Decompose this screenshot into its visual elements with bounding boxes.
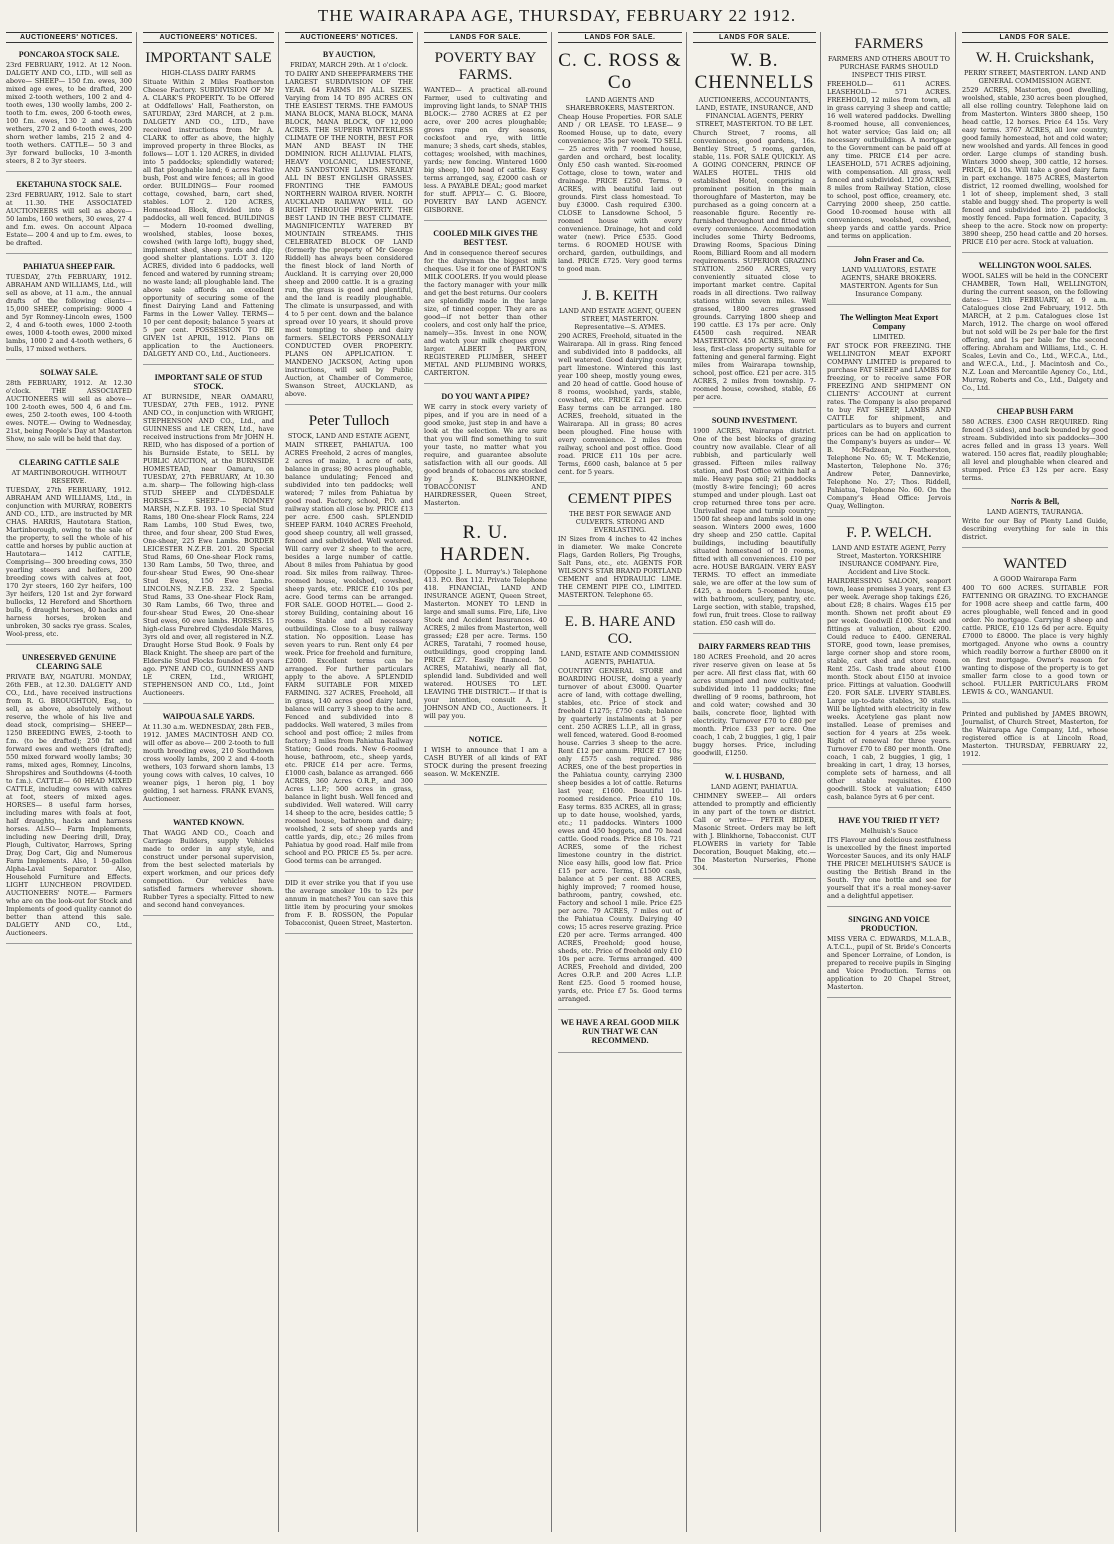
ad-title: SOLWAY SALE. <box>40 368 98 377</box>
ad-title: W. I. HUSBAND, <box>724 772 785 781</box>
ad-body: Write for our Bay of Plenty Land Guide, describing everything for sale in this district. <box>962 517 1108 541</box>
ad-subtitle: Melhuish's Sauce <box>860 827 918 835</box>
advertisement <box>558 610 682 1010</box>
ad-title: DAIRY FARMERS READ THIS <box>698 642 811 651</box>
advertisement <box>962 46 1108 253</box>
ad-body: Printed and published by JAMES BROWN, Journalist, of Church Street, Masterton, for the Wairarapa Age Company, Ltd., whose registered office is at Lincoln Road, Masterton. THURSDAY, FEBRUARY 22, 1912. <box>962 710 1108 758</box>
ad-body: 1900 ACRES, Wairarapa district. One of the best blocks of grazing country now available. Clear of all rubbish, and particularly well grassed. Fifteen miles railway station, and Post Office within half a mile. Heavy papa soil; 21 paddocks (mostly 8-wire fencing); 60 acres stumped and under plough. Last oat crop returned three tons per acre. Unrivalled rape and turnip country; 1500 fat sheep and lambs sold in one season. Winters 2000 ewes, 1600 dry sheep and 250 cattle. Capital buildings, including beautifully situated homestead of 10 rooms, fitted with all conveniences. £10 per acre. HOUSE BARGAIN. VERY EASY TERMS. TO effect an immediate sale, we are offer at the low sum of £425, a modern 5-roomed house, with bathroom, scullery, pantry, etc. Large section, with stable, trapshed, fowl run, fruit trees. Close to railway station. £50 cash will do. <box>693 427 816 627</box>
ad-body: 28th FEBRUARY, 1912. At 12.30 o'clock. THE ASSOCIATED AUCTIONEERS will sell as above— 100 2-tooth ewes, 500 4, 6 and f.m. ewes, 250 2-tooth ewes, 100 4-tooth ewes. NOTE.— Owing to Wednesday, 21st, being People's Day at Masterton Show, no sale will be held that day. <box>6 379 132 443</box>
ad-body: 400 TO 600 ACRES. SUITABLE FOR FATTENING OR GRAZING. TO EXCHANGE for 1908 acre sheep and cattle farm, 400 acres ploughable, well fenced and in good order. No mortgage. Carrying 8 sheep and cattle. PRICE, £10 12s 6d per acre. Equity £7000 to £8000. The place is very highly mortgaged. Anyone who owns a country which readily borrow a further £8000 on it on first mortgage. Owner's reason for wanting to dispose of the property is to get smaller farm close to a good town or school. FULLER PARTICULARS FROM LEWIS & CO., WANGANUI. <box>962 584 1108 696</box>
ad-title: E. B. HARE AND CO. <box>564 614 676 647</box>
c1-header: AUCTIONEERS' NOTICES. <box>6 32 132 43</box>
ad-title: CLEARING CATTLE SALE <box>18 458 120 467</box>
advertisement <box>285 46 413 405</box>
advertisement <box>693 768 816 879</box>
ad-subtitle: FRIDAY, MARCH 29th. At 1 o'clock. <box>290 61 408 69</box>
ad-body: WANTED— A practical all-round Farmer, used to cultivating and improving light lands, to SNAP THIS BLOCK:— 2780 ACRES at £2 per acre, over 200 acres ploughable; grows rape on dry seasons, cocksfoot and rye, with little manure; 3 sheds, cart sheds, stables, cottages; woolshed, with machines, yards; new fencing. Wintered 1600 big sheep, 100 head of cattle. Easy terms arranged, say, £2000 cash or less. A PAYABLE DEAL; good market for stuff. APPLY— C. G. Bloore, POVERTY BAY LAND AGENCY. GISBORNE. <box>424 86 547 214</box>
ad-title: BY AUCTION, <box>322 50 376 59</box>
ad-title: J. B. KEITH <box>582 288 658 304</box>
ad-title: PONCAROA STOCK SALE. <box>18 50 120 59</box>
advertisement <box>6 46 132 172</box>
ad-title: HAVE YOU TRIED IT YET? <box>838 816 940 825</box>
ad-title: John Fraser and Co. <box>853 255 925 264</box>
ad-subtitle: LAND AGENTS, TAURANGA. <box>986 508 1084 516</box>
ad-title: The Wellington Meat Export Company <box>839 313 939 331</box>
advertisement <box>962 403 1108 489</box>
ad-title: W. B. CHENNELLS <box>694 50 815 93</box>
advertisement <box>424 225 547 384</box>
ad-body: CHIMNEY SWEEP.— All orders attended to promptly and efficiently in any part of the town or district. Call or write— PETER BIDER, Masonic Street. Orders may be left with J. Blinkhorne, Tobacconist. CUT FLOWERS in variety for Table Decoration, Bouquet Making, etc.— The Masterton Nurseries, Phone 304. <box>693 792 816 872</box>
column-7 <box>823 32 956 1532</box>
advertisement <box>558 1014 682 1053</box>
masthead-title: THE WAIRARAPA AGE, THURSDAY, FEBRUARY 22 1912. <box>317 6 797 25</box>
ad-body: TUESDAY, 27th FEBRUARY, 1912. ABRAHAM AND WILLIAMS, Ltd., in conjunction with MURRAY, ROBERTS AND CO., LTD., are instructed by MR CHAS. HARRIS, Hautotara Station, Martinborough, owing to the sale of the property, to sell the whole of his cattle and horses by public auction at Hautotara— 1412 CATTLE, Comprising— 300 breeding cows, 350 yearling steers and heifers, 200 breeding cows with calves at foot, 170 2yr steers, 160 2yr heifers, 100 3yr heifers, 120 1st and 2yr forward bullocks, 12 Hereford and Shorthorn bulls, 6 draught horses, 40 hacks and harness horses, broken and unbroken, 30 sacks rye grass. Scales, Wool-press, etc. <box>6 486 132 638</box>
ad-subtitle: STOCK, LAND AND ESTATE AGENT, <box>287 432 411 440</box>
advertisement <box>693 412 816 634</box>
ad-subtitle: LIMITED. <box>872 333 906 341</box>
ad-body: (Opposite J. L. Murray's.) Telephone 413. P.O. Box 112. Private Telephone 418. FINANCIAL, LAND AND INSURANCE AGENT, Queen Street, Masterton. MONEY TO LEND in large and small sums. Fire, Life, Live Stock and Accident Insurances. 40 ACRES, 2 miles from Masterton, well grassed; £28 per acre. Terms. 150 ACRES, Taratahi, 7 roomed house, outbuildings, good cropping land. PRICE £27. Easily financed. 50 ACRES, Matahiwi, nearly all flat, splendid land. Subdivided and well watered. HOUSES TO LET. LEAVING THE DISTRICT.— If that is your intention, consult A. J. JOHNSON AND CO., Auctioneers. It will pay you. <box>424 568 547 720</box>
advertisement <box>827 911 951 998</box>
advertisement <box>962 493 1108 548</box>
ad-body: Cheap House Properties. FOR SALE AND / OR LEASE. TO LEASE— 9 Roomed House, up to date, every convenience; 35s per week. TO SELL— 25 acres with 7 roomed house, garden and orchard, best locality. Only £50 cash wanted. Six-roomed Cottage, close to town, water and drainage. PRICE £250. Terms. 9 ACRES, with beautiful laid out grounds. First class homestead. To buy £3000. Cash required £300. CLOSE to Lansdowne School, 5 roomed house with every convenience. Drainage, hot and cold water (new). Price £535. Good terms. 6 ROOMED HOUSE with orchard, garden, outbuildings, and land. PRICE £725. Very good terms to good man. <box>558 113 682 273</box>
ad-title: WANTED KNOWN. <box>172 818 245 827</box>
ad-subtitle: PERRY STREET, MASTERTON. LAND AND GENERAL COMMISSION AGENT. <box>963 69 1107 85</box>
ad-subtitle: LAND, ESTATE AND COMMISSION AGENTS, PAHIATUA. <box>560 650 680 666</box>
ad-body: At 11.30 a.m. WEDNESDAY, 28th FEB., 1912. JAMES MACINTOSH AND CO. will offer as above— 200 2-tooth to full mouth breeding ewes, 210 Southdown cross woolly lambs, 200 2 and 4-tooth wethers, 103 forward shorn lambs, 13 young cows with calves, 10 calves, 10 weaner pigs, 1 heron pig, 1 boy gelding, 1 set harness. FRANK EVANS, Auctioneer. <box>143 723 274 803</box>
ad-title: EKETAHUNA STOCK SALE. <box>16 180 122 189</box>
ad-title: SOUND INVESTMENT. <box>711 416 798 425</box>
ad-subtitle: THE BEST FOR SEWAGE AND CULVERTS. STRONG AND EVERLASTING. <box>569 510 671 534</box>
column-6 <box>689 32 821 1532</box>
ad-title: NOTICE. <box>468 735 503 744</box>
ad-title: SINGING AND VOICE PRODUCTION. <box>848 915 930 933</box>
ad-title: R. U. HARDEN. <box>440 522 531 565</box>
advertisement <box>285 876 413 934</box>
ad-body: 2529 ACRES, Masterton, good dwelling, woolshed, stable, 230 acres been ploughed, all else rolling country. Telephone laid on from Masterton. Winters 3800 sheep, 150 head cattle, 12 horses. Price £4 15s. Very easy terms. 3767 ACRES, all low country, good family homestead, hot and cold water; new woolshed and yards. All fences in good order. Large clumps of standing bush. Winters 3000 sheep, 300 cattle, 12 horses. PRICE, £4 10s. Will take a good dairy farm in part exchange. 1875 ACRES, Masterton district, 12 roomed dwelling, woolshed for 1 lot of sheep, implement shed, 3 stall stable and buggy shed. The property is well fenced and subdivided into 21 paddocks, mostly fenced. Papa formation. Capacity, 3 sheep to the acre. Stock now on property: 3890 sheep, 250 head cattle and 20 horses. PRICE £10 per acre. Stock at valuation. <box>962 86 1108 246</box>
ad-title: PAHIATUA SHEEP FAIR. <box>23 262 115 271</box>
advertisement <box>693 638 816 764</box>
ad-subtitle: LAND AND ESTATE AGENT, Perry Street, Masterton. YORKSHIRE INSURANCE COMPANY. Fire, Accident and Live Stock. <box>832 544 946 576</box>
advertisement <box>143 46 274 365</box>
advertisement <box>143 708 274 810</box>
ad-title: W. H. Cruickshank, <box>975 50 1095 66</box>
column-4 <box>420 32 552 1532</box>
ad-body: MISS VERA C. EDWARDS, M.L.A.B., A.T.C.L., pupil of St. Bride's Concerts and Spencer Lorraine, of London, is prepared to receive pupils in Singing and Voice Production. Terms on application to 20 Chapel Street, Masterton. <box>827 935 951 991</box>
ad-subtitle: LAND AND ESTATE AGENT, QUEEN STREET, MASTERTON. Representative—S. AYMES. <box>558 307 682 331</box>
ad-title: F. P. WELCH. <box>846 525 932 541</box>
advertisement <box>827 812 951 907</box>
advertisement <box>6 364 132 450</box>
ad-body: 23rd FEBRUARY, 1912. Sale to start at 11.30. THE ASSOCIATED AUCTIONEERS will sell as above— 50 lambs, 160 wethers, 30 ewes, 27 4 and f.m. ewes. On account Alpaca Estate— 200 4 and up to f.m. ewes, to be drafted. <box>6 191 132 247</box>
column-8 <box>958 32 1112 1532</box>
c6-header: LANDS FOR SALE. <box>693 32 816 43</box>
advertisement <box>6 649 132 944</box>
ad-body: I WISH to announce that I am a CASH BUYER of all kinds of FAT STOCK during the present freezing season. W. McKENZIE. <box>424 746 547 778</box>
column-2 <box>139 32 279 1532</box>
ad-title: CEMENT PIPES <box>567 491 673 507</box>
advertisement <box>143 814 274 916</box>
ad-title: IMPORTANT SALE OF STUD STOCK. <box>154 373 263 391</box>
advertisement <box>558 46 682 280</box>
advertisement <box>424 731 547 785</box>
ad-body: Situate Within 2 Miles Featherston Cheese Factory. SUBDIVISION OF Mr A. CLARK'S PROPERTY. To be Offered at Oddfellows' Hall, Featherston, on SATURDAY, 23rd MARCH, at 2 p.m. DALGETY AND CO., LTD., have received instructions from Mr A. CLARK to offer as above, the highly improved property in three Blocks, as follows— LOT 1. 120 ACRES, in divided into 5 paddocks; splendidly watered; all flat ploughable land; 6 acres Native bush, Post and wire fences; all in good order. BUILDINGS— Four roomed cottage, cowshed, barn, cart shed, stables. LOT 2. 120 ACRES, Homestead Block, divided into 8 paddocks, all well fenced. BUILDINGS— Modern 10-roomed dwelling, woolshed, stables, loose boxes, cowshed (with large loft), buggy shed, implement shed, sheep yards and dip; good shelter plantations. LOT 3. 120 ACRES, divided into 6 paddocks, well fenced and watered by running stream; no waste land; all ploughable land. The above sale affords an excellent opportunity of securing some of the finest Dairying Land and Fattening Farms in the Lower Valley. TERMS— 10 per cent deposit; balance 5 years at 5 per cent. POSSESSION TO BE GIVEN 1st APRIL, 1912. Plans on application to the Auctioneers. DALGETY AND CO., Ltd., Auctioneers. <box>143 78 274 358</box>
ad-subtitle: LAND AGENTS AND SHAREBROKERS, MASTERTON. <box>565 96 675 112</box>
ad-body: AT BURNSIDE, NEAR OAMARU, TUESDAY, 27th FEB., 1912. PYNE AND CO., in conjunction with WRIGHT, STEPHENSON AND CO., Ltd., and GUINNESS and LE CREN, Ltd., have received instructions from Mr JOHN H. REID, who has disposed of a portion of his Burnside Estate, to SELL by PUBLIC AUCTION, at the BURNSIDE HOMESTEAD, near Oamaru, on TUESDAY, 27th FEBRUARY, At 10.30 a.m. sharp— The following high-class STUD SHEEP and CLYDESDALE HORSES— SHEEP— ROMNEY MARSH, N.Z.F.B. 193. 10 Special Stud Rams, 180 One-shear Flock Rams, 224 Ram Lambs, 100 Stud Ewes, two, three, and four shear, 200 Stud Ewes, One-shear, 225 Ewe Lambs. BORDER LEICESTER N.Z.F.B. 201. 20 Special Stud Rams, 60 One-shear Flock rams, 130 Ram Lambs, 50 Two, three, and four-shear Stud Ewes, 90 One-shear Stud Ewes, 150 Ewe Lambs. LINCOLNS, N.Z.F.B. 232. 2 Special Stud Rams, 33 One-shear Flock Ram, 30 Ram Lambs, 66 Two, three and four-shear Stud Ewes, 20 One-shear Stud ewes, 60 ewe lambs. HORSES. 15 high-class Purebred Clydesdale Mares, 3yrs old and over, all registered in N.Z. Draught Horse Stud Book. 9 Foals by Black Knight. The sheep are part of the Elderslie Stud Flocks founded 40 years ago. PYNE AND CO., GUINNESS AND LE CREN, Ltd., WRIGHT, STEPHENSON AND CO., Ltd., Joint Auctioneers. <box>143 393 274 697</box>
advertisement <box>962 552 1108 703</box>
advertisement <box>693 46 816 408</box>
ad-body: And in consequence thereof secures for the dairyman the biggest milk cheques. Use it for one of PARTON'S MILK COOLERS. If you would please the factory manager with your milk and get the best returns. Our coolers are splendidly made in the large size, of tinned copper. They are as good—if not better than other coolers, and cost only half the price, namely—35s. Invest in one NOW, and watch your milk cheques grow larger. ALBERT J. PARTON, REGISTERED PLUMBER, SHEET METAL AND PLUMBING WORKS, CARTERTON. <box>424 249 547 377</box>
ad-title: POVERTY BAY FARMS. <box>434 50 537 83</box>
ad-subtitle: A GOOD Wairarapa Farm <box>993 575 1077 583</box>
ad-title: C. C. ROSS & Co <box>558 50 682 93</box>
ad-title: UNRESERVED GENUINE CLEARING SALE <box>21 653 117 671</box>
advertisement <box>6 176 132 254</box>
column-5 <box>554 32 687 1532</box>
ad-body: MAIN STREET, PAHIATUA. 100 ACRES Freehold, 2 acres of mangles, 2 acres of maize, 1 acre of oats, balance in grass; 80 acres ploughable, balance undulating; Fenced and subdivided into ten paddocks; well watered; 7 miles from Pahiatua by good road. Factory, school, P.O. and railway station all close by. PRICE £13 per acre. £500 cash. SPLENDID SHEEP FARM. 1040 ACRES Freehold, good sheep country, all well grassed, fenced and subdivided. Well watered. Will carry over 2 sheep to the acre, besides a large number of cattle. About 8 miles from Pahiatua by good road. Six miles from railway. Three-roomed house, woolshed, cowshed, sheep yards, etc. PRICE £10 10s per acre. Good terms can be arranged. FOR SALE. GOOD HOTEL.— Good 2-storey Building, containing about 16 rooms. Stable and all necessary outbuildings. Close to a busy railway station. No opposition. Lease has seven years to run. Rent only £4 per week. Price for freehold and furniture, £2000. Excellent terms can be arranged. For further particulars apply to the above. A SPLENDID FARM SUITABLE FOR MIXED FARMING. 327 ACRES, Freehold, all in grass, 140 acres good dairy land, balance will carry 3 sheep to the acre. Fenced and subdivided into 8 paddocks. Well watered, 3 miles from school and post office; 2 miles from factory; 3 miles from Pahiatua Railway Station; Good roads. New 6-roomed house, bathroom, etc., sheep yards, etc. PRICE £14 per acre. Terms, £1000 cash, balance as arranged. 666 ACRES, 360 Acres O.R.P., and 300 Acres L.I.P.; 500 acres in grass, balance in light bush. Well fenced and subdivided. Well watered. Will carry 14 sheep to the acre, besides cattle; 5 roomed house, bathroom and dairy; woolshed, 2 sets of sheep yards and cattle yards, dip, etc.; 26 miles from Pahiatua by good road. Half mile from school and P.O. PRICE £5 5s. per acre. Good terms can be arranged. <box>285 441 413 865</box>
advertisement <box>6 454 132 645</box>
ad-body: HAIRDRESSING SALOON, seaport town, lease premises 3 years, rent £3 per week. Average shop takings £26, about £28; 8 chairs. Wages £15 per month. Shown net profit about £9 per week. Goodwill £100. Stock and fittings at valuation, about £200. Could reduce to £400. GENERAL STORE, good town, lease premises, large corner shop and store room, stable, cart shed and store room. Rent 25s. Cash trade about £100 month. Stock about £150 at invoice price. Fittings at valuation. Goodwill £20. FOR SALE. LIVERY STABLES. Large up-to-date stables, 30 stalls. Will be lighted with electricity in few weeks. Acetylene gas plant now installed. Lease of premises and section for 4 years at 25s week. Right of renewal for three years. Turnover £70 to £80 per month. One coach, 1 cab, 2 buggies, 1 gig, 1 breaking in cart, 1 dray, 13 horses, complete sets of harness, and all other stable requisites. £100 goodwill. Stock at valuation; £450 cash, balance 5yrs at 6 per cent. <box>827 577 951 801</box>
masthead <box>0 0 1114 30</box>
ad-title: CHEAP BUSH FARM <box>996 407 1074 416</box>
ad-body: FREEHOLD— 611 ACRES. LEASEHOLD— 571 ACRES. FREEHOLD, 12 miles from town, all in grass carrying 3 sheep and cattle; 16 well watered paddocks. Dwelling 8-roomed house, all conveniences, hot water service; Gas laid on; all necessary outbuildings. A mortgage to the Government can be paid off at any time. PRICE £14 per acre. LEASEHOLD, 571 ACRES adjoining, with compensation. All grass, well fenced and subdivided. 1250 ACRES, 8 miles from Railway Station, close to school, post office, creamery, etc. Carrying 2000 sheep, 250 cattle. Good 10-roomed house with all conveniences, woolshed, cowshed, sheep yards and cattle yards. Price and terms on application. <box>827 80 951 240</box>
c8-header: LANDS FOR SALE. <box>962 32 1108 43</box>
ad-body: 23rd FEBRUARY, 1912. At 12 Noon. DALGETY AND CO., LTD., will sell as above— SHEEP— 150 f.m. ewes, 300 mixed age ewes, to be drafted, 200 mixed 2-tooth wethers, 100 2 and 4-tooth ewes, 130 woolly lambs, 200 2-tooth to f.m. ewes, 200 6-tooth ewes, 100 f.m. ewes, 130 2 and 4-tooth wethers, 270 2 and 6-tooth ewes, 200 shorn wether lambs, 215 2 and 4-tooth wethers. CATTLE— 50 3 and 3yr forward bullocks, 10 3-month steers, 8 2 to 3yr steers. <box>6 61 132 165</box>
ad-body: ITS Flavour and delicious zestfulness is unexcelled by the finest imported Worcester Sauces, and its only HALF THE PRICE! MELHUISH'S SAUCE is ousting the British Brand in the South. Try one bottle and see for yourself that it's a real money-saver and a delightful appetiser. <box>827 836 951 900</box>
advertisement <box>558 487 682 606</box>
ad-title: Peter Tulloch <box>308 413 390 429</box>
advertisement <box>827 251 951 305</box>
advertisement <box>285 409 413 872</box>
advertisement <box>827 309 951 517</box>
ad-body: COUNTRY GENERAL STORE and BOARDING HOUSE, doing a yearly turnover of about £3000. Quarter acre of land, with cottage dwelling, stables, etc. Price of stock and freehold £1275; £750 cash; balance by quarterly instalments at 5 per cent. 250 ACRES L.I.P., all in grass, well fenced, watered. Good 8-roomed house. Carries 3 sheep to the acre. Rent £12 per annum. PRICE £7 10s; only £575 cash required. 986 ACRES, one of the best properties in the Pahiatua county, carrying 2300 sheep besides a lot of cattle. Returns last year, £1600. Beautiful 10-roomed residence. Price £10 10s. Easy terms. 835 ACRES, all in grass; up to date house, woolshed, yards, etc.; 11 paddocks. Winters 1000 ewes and 450 hoggets, and 70 head cattle. Good roads. Price £8 10s. 721 ACRES, some of the richest limestone country in the district. Nice easy hills, good low flat. Price £15 per acre. Terms, £1500 cash, balance at 5 per cent. 88 ACRES, highly improved; 7 roomed house, bathroom, pantry, cowshed, etc. Factory and school 1 mile. Price £25 per acre. 79 ACRES, 7 miles out of the Pahiatua County. Dairying 40 cows; 15 acres reserve grazing. Price £20 per acre. Terms arranged. 400 ACRES, Freehold; good house, sheds, etc. Price of freehold only £10 10s per acre. Terms arranged. 400 ACRES, Freehold and divided, 200 Acres O.R.P. and 200 Acres L.I.P. Rent £25. Good 5 roomed house, yards, etc. Price £7 5s. Good terms arranged. <box>558 667 682 1003</box>
ad-body: PRIVATE BAY, NGATURI. MONDAY, 26th FEB., at 12.30. DALGETY AND CO., Ltd., have received instructions from R. G. BROUGHTON, Esq., to sell, as above, absolutely without reserve, the whole of his live and dead stock, comprising— SHEEP— 1250 BREEDING EWES, 2-tooth to f.m. (to be drafted); 250 fat and forward ewes and wethers (drafted); 550 mixed forward woolly lambs; 30 rams, mixed ages, Romney, Lincolns, Shropshires and Southdowns (4-tooth to f.m.). CATTLE— 60 HEAD MIXED CATTLE, including cows with calves at foot, steers of mixed ages. HORSES— 8 useful farm horses, including mares with foals at foot, half draughts, hacks and harness horses. ALSO— Farm Implements, including new Deering drill, Dray, Plough, Cultivator, Harrows, Spring Dray, Dog Cart, Gig and Numerous Farm Implements. Also, 1 50-gallon Alpha-Laval Separator. Also, Household Furniture and Effects. LIGHT LUNCHEON PROVIDED. AUCTIONEERS' NOTE.— Farmers who are on the look-out for Stock and Implements of good quality cannot do better than attend this sale. DALGETY AND CO., Ltd., Auctioneers. <box>6 673 132 937</box>
column-3 <box>281 32 418 1532</box>
ad-subtitle: AUCTIONEERS, ACCOUNTANTS, LAND, ESTATE, INSURANCE, AND FINANCIAL AGENTS, PERRY STREET, MASTERTON. TO BE LET. <box>695 96 814 128</box>
advertisement <box>6 258 132 360</box>
ad-body: FAT STOCK FOR FREEZING. THE WELLINGTON MEAT EXPORT COMPANY LIMITED is prepared to purchase FAT SHEEP and LAMBS for freezing, or to receive same FOR FREEZING AND SHIPMENT ON CLIENTS' ACCOUNT at current rates. The Company is also prepared to buy FAT SHEEP, LAMBS AND CATTLE for shipment, and particulars as to buyers and current prices can be had on application to the Company's buyers as under— W. B. McFadzean, Featherston, Telephone No. 65; W. T. McKenzie, Masterton, Telephone No. 376; Andrew Peter, Dannevirke, Telephone No. 27; Thos. Riddell, Pahiatua, Telephone No. 60. On the Company's Head Office: Jervois Quay, Wellington. <box>827 342 951 510</box>
ad-subtitle: HIGH-CLASS DAIRY FARMS <box>161 69 256 77</box>
ad-title: IMPORTANT SALE <box>145 50 272 66</box>
ad-title: Norris & Bell, <box>1010 497 1060 506</box>
ad-body: TUESDAY, 27th FEBRUARY, 1912. ABRAHAM AND WILLIAMS, Ltd., will sell as above, at 11 a.m., the annual drafts of the following clients— 15,000 SHEEP, comprising: 9000 4 and 5yr Romney-Lincoln ewes, 1500 2, 4 and 6-tooth ewes, 1000 2-tooth ewes, 1000 4-tooth ewes, 2000 mixed lambs, 1000 2 and 4-tooth wethers, 6 bulls, 17 mixed wethers. <box>6 273 132 353</box>
ad-body: 290 ACRES, Freehold, situated in the Wairarapa. All in grass. Ring fenced and subdivided into 8 paddocks, all well watered. Good dairying country, part limestone. Wintered this last year 100 sheep, mostly young ewes, and 20 head of cattle. Good house of 8 rooms, woolshed, yards, stable, cowshed, etc. PRICE £21 per acre. Easy terms can be arranged. 180 ACRES, freehold, situated in the Wairarapa. All in grass; 80 acres been ploughed. Fine house with every convenience. 2 miles from railway, school and post office. Good road. PRICE £11 10s per acre. Terms, £600 cash, balance at 5 per cent. for 5 years. <box>558 332 682 476</box>
ad-title: WAIPOUA SALE YARDS. <box>162 712 255 721</box>
c5-header: LANDS FOR SALE. <box>558 32 682 43</box>
ad-title: COOLED MILK GIVES THE BEST TEST. <box>433 229 538 247</box>
ad-title: FARMERS <box>854 36 924 52</box>
advertisement <box>424 388 547 514</box>
ad-subtitle: LAND AGENT, PAHIATUA. <box>710 783 799 791</box>
ad-body: IN Sizes from 4 inches to 42 inches in diameter. We make Concrete Flags, Garden Rollers, Pig Troughs, Salt Pans, etc., etc. AGENTS FOR WILSON'S STAR BRAND PORTLAND CEMENT and HYDRAULIC LIME. THE CEMENT PIPE CO., LIMITED. MASTERTON. Telephone 65. <box>558 535 682 599</box>
ad-body: Church Street, 7 rooms, all conveniences, good gardens, 16s. Bentley Street, 5 rooms, garden, stable, 11s. FOR SALE QUICKLY. AS A GOING CONCERN, PRINCE OF WALES HOTEL. THIS old established Hotel, comprising a prominent position in the main thoroughfare of Masterton, may be purchased as a going concern at a reasonable figure. Recently re-furnished throughout and fitted with every convenience. Accommodation includes some Thirty Bedrooms, Drawing Rooms, Spacious Dining Room, Billiard Room and all modern requirements. SUPERIOR GRAZING STATION. 2560 ACRES, very conveniently situated close to important market centre. Capital roads in all directions. Two railway stations within seven miles. Well grassed, 1800 acres grassed grounds. Carrying 1800 sheep and 190 cattle. £3 17s per acre. Only £4500 cash required. NEAR MASTERTON. 450 ACRES, more or less, first-class property suitable for fattening and general farming. Eight miles from Wairarapa township, school, post office. £21 per acre. 315 ACRES, 2 miles from township. 7-roomed house, cowshed, stable, £6 per acre. <box>693 129 816 401</box>
advertisement <box>558 284 682 483</box>
advertisement <box>962 707 1108 765</box>
ad-body: That WAGG AND CO., Coach and Carriage Builders, supply Vehicles made to order in any style, and construct under personal supervision, from the best selected materials by expert workmen, and our prices defy competition. Our vehicles have satisfied farmers wherever shown. Rubber Tyres a specialty. Fitted to new and second hand conveyances. <box>143 829 274 909</box>
advertisement <box>424 46 547 221</box>
ad-body: TO DAIRY AND SHEEPFARMERS THE LARGEST SUBDIVISION OF THE YEAR. 64 FARMS IN ALL SIZES. Varying from 14 TO 895 ACRES ON THE EASIEST TERMS. THE FAMOUS MANA BLOCK, MANA BLOCK, MANA BLOCK, MANA BLOCK, OF 12,000 ACRES. THE SUPERB WINTERLESS CLIMATE OF THE NORTH, BEST FOR MAN AND BEAST IN THE DOMINION. RICH ALLUVIAL FLATS, HEAVY VOLCANIC, LIMESTONE, AND SANDSTONE LANDS. NEARLY ALL IN BEST ENGLISH GRASSES. FRONTING THE FAMOUS NORTHERN WAIROA RIVER. NORTH AUCKLAND RAILWAY WILL GO RIGHT THROUGH PROPERTY. THE BEST LAND IN THE BEST CLIMATE. MAGNIFICENTLY WATERED BY MOUNTAIN STREAMS. THIS CELEBRATED BLOCK OF LAND (formerly the property of Mr George Riddell) has always been considered the finest block of land North of Auckland. It is carrying over 20,000 sheep and 2000 cattle. It is a grazing run, the grass is good and plentiful, and the land is readily ploughable. The climate is unsurpassed, and with 4 to 5 per cent. down and the balance spread over 10 years, it should prove most tempting to sheep and dairy farmers. SELECTORS PERSONALLY CONDUCTED OVER PROPERTY. PLANS ON APPLICATION. T. MANDENO JACKSON, Acting upon instructions, will sell by Public Auction, at Chamber of Commerce, Swanson Street, AUCKLAND, as above. <box>285 70 413 398</box>
ad-title: WANTED <box>1003 556 1067 572</box>
c2-header: AUCTIONEERS' NOTICES. <box>143 32 274 43</box>
ad-body: 580 ACRES. £300 CASH REQUIRED. Ring fenced (3 sides), and back bounded by good stream. Subdivided into six paddocks—300 acres felled and in grass 13 years. Well watered. 150 acres flat, readily ploughable; all level and ploughable when cleared and stumped. Price £3 12s per acre. Easy terms. <box>962 418 1108 482</box>
advertisement <box>962 257 1108 399</box>
ad-body: DID it ever strike you that if you use the average smoker 10s to 12s per annum in matches? You can save this little item by procuring your smokes from F. B. ROSSON, the Popular Tobacconist, Queen Street, Masterton. <box>285 879 413 927</box>
c4-header: LANDS FOR SALE. <box>424 32 547 43</box>
advertisement <box>424 518 547 727</box>
c3-header: AUCTIONEERS' NOTICES. <box>285 32 413 43</box>
ad-title: DO YOU WANT A PIPE? <box>441 392 530 401</box>
ad-body: WE carry in stock every variety of pipes, and if you are in need of a good smoke, just step in and have a look at the selection. We are sure that you will find something to suit your taste, no matter what you require, and guarantee absolute satisfaction with all our goods. All good brands of tobaccos are stocked by J. K. BLINKHORNE, TOBACCONIST AND HAIRDRESSER, Queen Street, Masterton. <box>424 403 547 507</box>
ad-subtitle: FARMERS AND OTHERS ABOUT TO PURCHASE FARMS SHOULD INSPECT THIS FIRST. <box>828 55 950 79</box>
ad-title: WELLINGTON WOOL SALES. <box>978 261 1092 270</box>
ad-subtitle: AT MARTINBOROUGH. WITHOUT RESERVE. <box>11 469 127 485</box>
ad-title: WE HAVE A REAL GOOD MILK RUN THAT WE CAN RECOMMEND. <box>560 1018 680 1045</box>
advertisement <box>827 521 951 808</box>
ad-subtitle: LAND VALUATORS, ESTATE AGENTS, SHARE BROKERS. MASTERTON. Agents for Sun Insurance Company. <box>840 266 938 298</box>
advertisement <box>143 369 274 704</box>
ad-body: WOOL SALES will be held in the CONCERT CHAMBER, Town Hall, WELLINGTON, during the current season, on the following dates:— 13th FEBRUARY, at 9 a.m. Catalogues close 2nd February, 1912. 5th MARCH, at 2 p.m. Catalogues close 1st March, 1912. The charge on wool offered but not sold will be 2s per bale for the first offering, and 1s per bale for the second offering. Abraham and Williams, Ltd., C. H. Scales, Levin and Co., Ltd., W.F.C.A., Ltd., and W.F.C.A., Ltd., J. Macintosh and Co., N.Z. Loan and Mercantile Agency Co., Ltd., Murray, Roberts and Co., Ltd., Dalgety and Co., Ltd. <box>962 272 1108 392</box>
ad-body: 180 ACRES Freehold, and 20 acres river reserve given on lease at 5s per acre. All first class flat, with 60 acres stumped and now cultivated; subdivided into 11 paddocks; fine dwelling of 9 rooms, bathroom, hot and cold water; cowshed and 30 bails, concrete floor, lighted with electricity. Turnover £70 to £80 per month. Price £33 per acre. One coach, 1 cab, 2 buggies, 1 gig, 1 pair buggy horses. Price, including goodwill, £1250. <box>693 653 816 757</box>
column-1 <box>2 32 137 1532</box>
advertisement <box>827 32 951 247</box>
